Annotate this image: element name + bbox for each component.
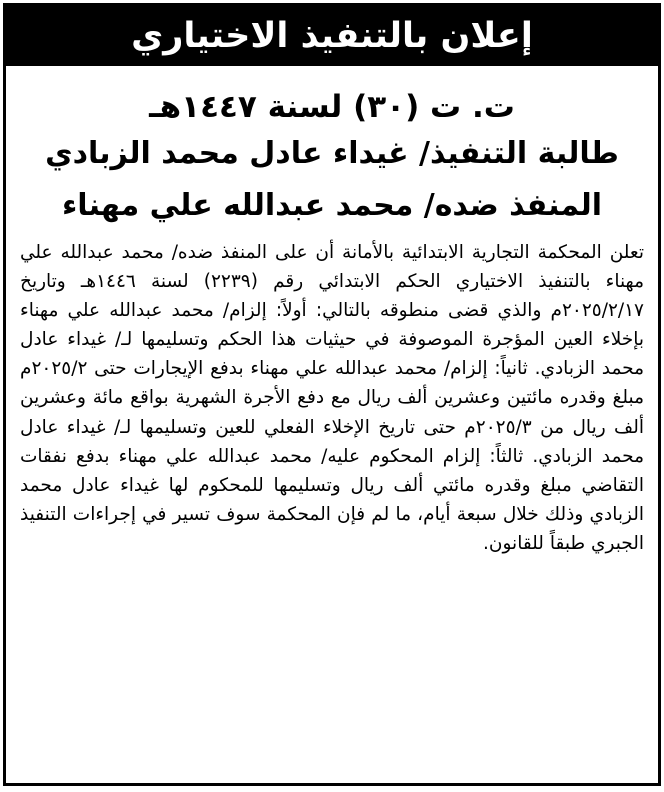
respondent-line: المنفذ ضده/ محمد عبدالله علي مهناء	[61, 188, 603, 223]
notice-title: إعلان بالتنفيذ الاختياري	[131, 16, 533, 56]
legal-notice	[3, 3, 661, 786]
notice-headlines	[6, 66, 658, 232]
applicant-line: طالبة التنفيذ/ غيداء عادل محمد الزبادي	[45, 136, 619, 171]
notice-body: تعلن المحكمة التجارية الابتدائية بالأمانة أن على المنفذ ضده/ محمد عبدالله علي مهناء بالتنفيذ الاختياري الحكم الابتدائي رقم (٢٢٣٩) لسنة ١٤٤٦هـ وتاريخ ٢٠٢٥/٢/١٧م والذي قضى منطوقه بالتالي: أولاً: إلزام/ محمد عبدالله علي مهناء بإخلاء العين المؤجرة الموصوفة في حيثيات هذا الحكم وتسليمها لـ/ غيداء عادل محمد الزبادي. ثانياً: إلزام/ محمد عبدالله علي مهناء بدفع الإيجارات حتى ٢٠٢٥/٢م مبلغ وقدره مائتين وعشرين ألف ريال مع دفع الأجرة الشهرية بواقع مائة وعشرين ألف ريال من ٢٠٢٥/٣م حتى تاريخ الإخلاء الفعلي للعين وتسليمها لـ/ غيداء عادل محمد الزبادي. ثالثاً: إلزام المحكوم عليه/ محمد عبدالله علي مهناء بدفع نفقات التقاضي مبلغ وقدره مائتي ألف ريال وتسليمها للمحكوم لها غيداء عادل محمد الزبادي وذلك خلال سبعة أيام، ما لم فإن المحكمة سوف تسير في إجراءات التنفيذ الجبري طبقاً للقانون.	[20, 242, 644, 554]
notice-banner	[6, 6, 658, 66]
case-reference: ت. ت (٣٠) لسنة ١٤٤٧هـ	[149, 89, 515, 125]
